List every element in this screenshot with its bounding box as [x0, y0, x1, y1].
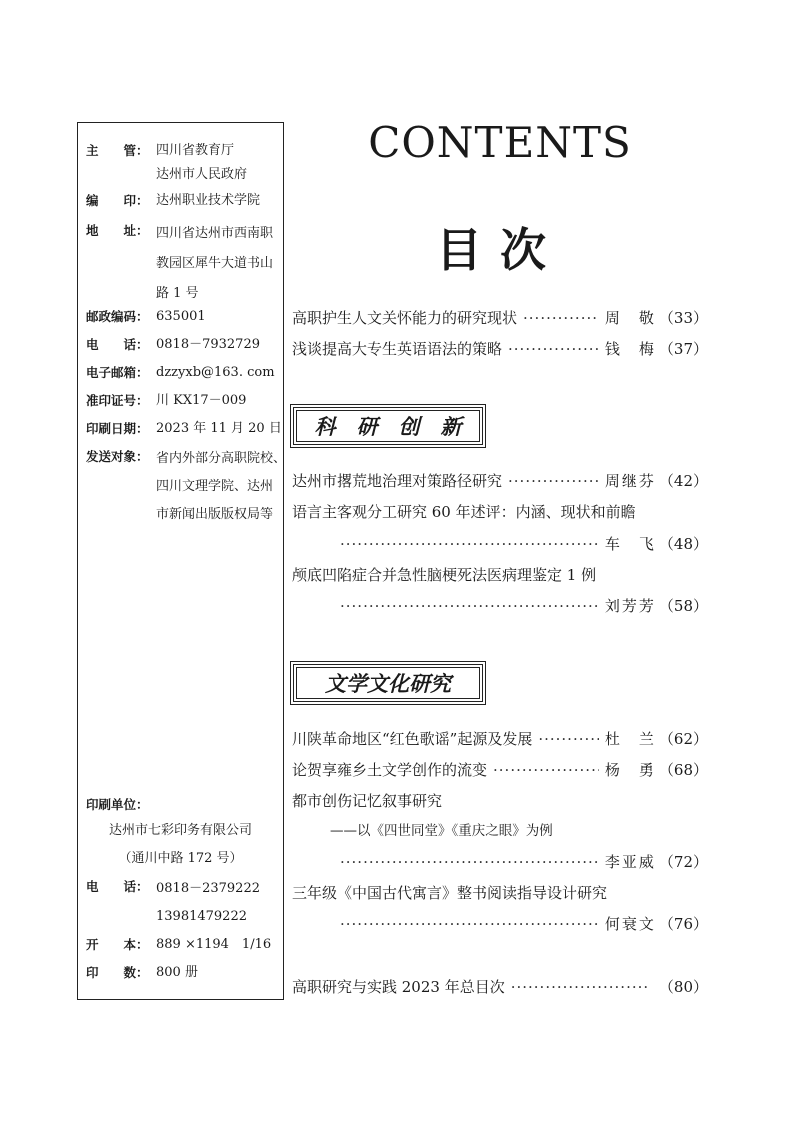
toc-entry-page: （76）: [658, 915, 708, 933]
toc-entry-page: （72）: [658, 853, 708, 871]
toc-entry-title[interactable]: 语言主客观分工研究 60 年述评：内涵、现状和前瞻: [292, 503, 636, 521]
label-email: 电子邮箱：: [86, 365, 149, 380]
toc-entry-page: （37）: [658, 340, 708, 358]
label-dizhi: 地 址：: [86, 223, 149, 238]
label-dianhua: 电 话：: [86, 337, 149, 352]
toc-entry-author: 周 敬: [604, 309, 656, 327]
toc-entry-author: 车 飞: [604, 535, 656, 553]
toc-entry-author: 刘芳芳: [604, 597, 656, 615]
toc-leader: [508, 337, 599, 361]
contents-heading: CONTENTS: [368, 118, 632, 167]
label-youbian: 邮政编码：: [86, 309, 149, 324]
toc-entry[interactable]: [292, 306, 708, 330]
value-yinshua-addr: （通川中路 172 号）: [118, 851, 243, 866]
value-bianyin: 达州职业技术学院: [156, 193, 261, 208]
value-kaiben: 889 ×1194 1/16: [156, 937, 272, 952]
value-dizhi-1: 四川省达州市西南职: [156, 226, 274, 241]
toc-entry-page: （62）: [658, 730, 708, 748]
toc-entry-author: 钱 梅: [604, 340, 656, 358]
value-dianhua2-2: 13981479222: [156, 909, 247, 924]
value-email: dzzyxb@163. com: [156, 365, 275, 380]
value-dizhi-3: 路 1 号: [156, 286, 199, 301]
toc-leader: [340, 912, 599, 936]
section-heading-wenxue: 文学文化研究: [293, 664, 483, 702]
publication-info-box: [77, 122, 287, 1000]
label-riqi: 印刷日期：: [86, 421, 149, 436]
toc-entry[interactable]: [340, 594, 708, 618]
toc-entry-title[interactable]: 颅底凹陷症合并急性脑梗死法医病理鉴定 1 例: [292, 566, 597, 584]
toc-entry[interactable]: [292, 975, 708, 999]
toc-entry-page: （48）: [658, 535, 708, 553]
toc-entry-author: 周继芬: [604, 472, 656, 490]
value-yinshua-name: 达州市七彩印务有限公司: [108, 823, 252, 838]
toc-leader: [511, 975, 650, 999]
section-heading-keyan: 科 研 创 新: [293, 407, 483, 445]
label-zhunyin: 准印证号：: [86, 393, 149, 408]
toc-entry-page: （42）: [658, 472, 708, 490]
mulu-heading: 目次: [436, 223, 564, 277]
value-zhunyin: 川 KX17－009: [156, 393, 247, 408]
toc-entry-title: 达州市撂荒地治理对策路径研究: [292, 472, 503, 490]
toc-entry-page: （58）: [658, 597, 708, 615]
toc-leader: [340, 594, 599, 618]
label-zhuguan: 主 管：: [86, 143, 149, 158]
label-yinshu: 印 数：: [86, 965, 149, 980]
toc-entry[interactable]: [340, 850, 708, 874]
toc-entry[interactable]: [292, 758, 708, 782]
toc-entry[interactable]: [340, 912, 708, 936]
label-dianhua2: 电 话：: [86, 879, 149, 894]
value-yinshu: 800 册: [156, 965, 198, 980]
value-dizhi-2: 教园区犀牛大道书山: [156, 256, 274, 271]
toc-leader: [508, 469, 599, 493]
toc-entry-page: （80）: [658, 978, 708, 996]
toc-entry-author: 何衰文: [604, 915, 656, 933]
toc-entry-subtitle: ——以《四世同堂》《重庆之眼》为例: [330, 823, 553, 839]
toc-entry-title: 高职研究与实践 2023 年总目次: [292, 978, 505, 996]
toc-entry-title: 川陕革命地区“红色歌谣”起源及发展: [292, 730, 533, 748]
toc-entry-title: 浅谈提高大专生英语语法的策略: [292, 340, 503, 358]
toc-leader: [523, 306, 599, 330]
value-fasong-2: 四川文理学院、达州: [156, 479, 274, 494]
toc-entry[interactable]: [340, 532, 708, 556]
value-dianhua: 0818－7932729: [156, 337, 260, 352]
value-zhuguan-1: 四川省教育厅: [156, 143, 235, 158]
toc-entry-author: 杨 勇: [604, 761, 656, 779]
label-fasong: 发送对象：: [86, 449, 149, 464]
value-riqi: 2023 年 11 月 20 日: [156, 421, 282, 436]
value-youbian: 635001: [156, 309, 206, 324]
toc-leader: [538, 727, 599, 751]
toc-entry[interactable]: [292, 337, 708, 361]
toc-entry[interactable]: [292, 469, 708, 493]
toc-entry-title[interactable]: 三年级《中国古代寓言》整书阅读指导设计研究: [292, 884, 608, 902]
toc-leader: [340, 850, 599, 874]
value-zhuguan-2: 达州市人民政府: [156, 167, 248, 182]
toc-entry-page: （68）: [658, 761, 708, 779]
label-kaiben: 开 本：: [86, 937, 149, 952]
value-fasong-3: 市新闻出版版权局等: [156, 507, 274, 522]
toc-leader: [340, 532, 599, 556]
toc-entry-title[interactable]: 都市创伤记忆叙事研究: [292, 792, 443, 810]
value-fasong-1: 省内外部分高职院校、: [156, 451, 287, 466]
toc-entry-title: 高职护生人文关怀能力的研究现状: [292, 309, 518, 327]
toc-entry-author: 杜 兰: [604, 730, 656, 748]
toc-entry-title: 论贺享雍乡土文学创作的流变: [292, 761, 488, 779]
toc-entry-page: （33）: [658, 309, 708, 327]
toc-entry-author: 李亚威: [604, 853, 656, 871]
toc-leader: [493, 758, 599, 782]
toc-entry[interactable]: [292, 727, 708, 751]
label-yinshua: 印刷单位：: [86, 797, 149, 812]
value-dianhua2-1: 0818－2379222: [156, 881, 260, 896]
label-bianyin: 编 印：: [86, 193, 149, 208]
